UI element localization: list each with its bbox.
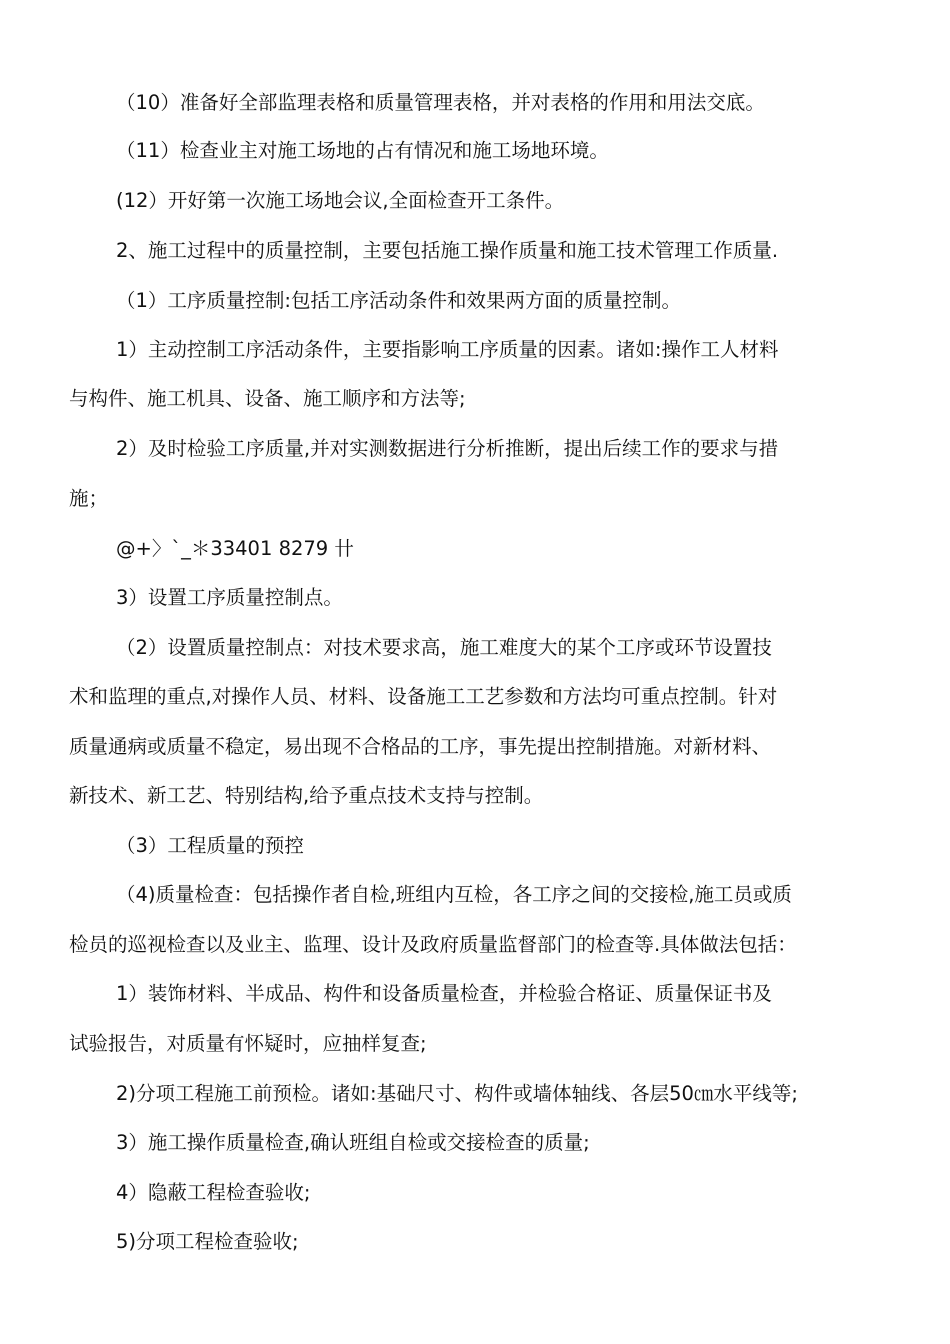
paragraph-line-19: 1）装饰材料、半成品、构件和设备质量检查，并检验合格证、质量保证书及 xyxy=(116,982,772,1005)
paragraph-line-24: 5)分项工程检查验收; xyxy=(116,1230,299,1253)
paragraph-line-22: 3）施工操作质量检查,确认班组自检或交接检查的质量; xyxy=(116,1131,590,1154)
paragraph-line-20: 试验报告，对质量有怀疑时，应抽样复查; xyxy=(69,1032,427,1055)
paragraph-line-8: 2）及时检验工序质量,并对实测数据进行分析推断，提出后续工作的要求与措 xyxy=(116,437,779,460)
paragraph-line-11: 3）设置工序质量控制点。 xyxy=(116,586,343,609)
paragraph-line-17: （4)质量检查：包括操作者自检,班组内互检，各工序之间的交接检,施工员或质 xyxy=(116,883,792,906)
paragraph-line-16: （3）工程质量的预控 xyxy=(116,834,304,857)
paragraph-line-2: （11）检查业主对施工场地的占有情况和施工场地环境。 xyxy=(116,139,609,162)
paragraph-line-14: 质量通病或质量不稳定，易出现不合格品的工序，事先提出控制措施。对新材料、 xyxy=(69,735,772,758)
paragraph-line-9: 施； xyxy=(69,487,109,510)
paragraph-line-10: @+〉`_＊33401 8279 卄 xyxy=(116,537,354,560)
paragraph-line-3: (12）开好第一次施工场地会议,全面检查开工条件。 xyxy=(116,189,565,212)
paragraph-line-6: 1）主动控制工序活动条件，主要指影响工序质量的因素。诸如:操作工人材料 xyxy=(116,338,779,361)
paragraph-line-18: 检员的巡视检查以及业主、监理、设计及政府质量监督部门的检查等.具体做法包括： xyxy=(69,933,797,956)
paragraph-line-7: 与构件、施工机具、设备、施工顺序和方法等; xyxy=(69,387,466,410)
paragraph-line-15: 新技术、新工艺、特别结构,给予重点技术支持与控制。 xyxy=(69,784,544,807)
paragraph-line-12: （2）设置质量控制点：对技术要求高，施工难度大的某个工序或环节设置技 xyxy=(116,636,772,659)
paragraph-line-4: 2、施工过程中的质量控制，主要包括施工操作质量和施工技术管理工作质量. xyxy=(116,239,779,262)
paragraph-line-13: 术和监理的重点,对操作人员、材料、设备施工工艺参数和方法均可重点控制。针对 xyxy=(69,685,778,708)
paragraph-line-23: 4）隐蔽工程检查验收; xyxy=(116,1181,311,1204)
paragraph-line-21: 2)分项工程施工前预检。诸如:基础尺寸、构件或墙体轴线、各层50㎝水平线等; xyxy=(116,1082,798,1105)
paragraph-line-1: （10）准备好全部监理表格和质量管理表格，并对表格的作用和用法交底。 xyxy=(116,91,765,114)
paragraph-line-5: （1）工序质量控制:包括工序活动条件和效果两方面的质量控制。 xyxy=(116,289,681,312)
